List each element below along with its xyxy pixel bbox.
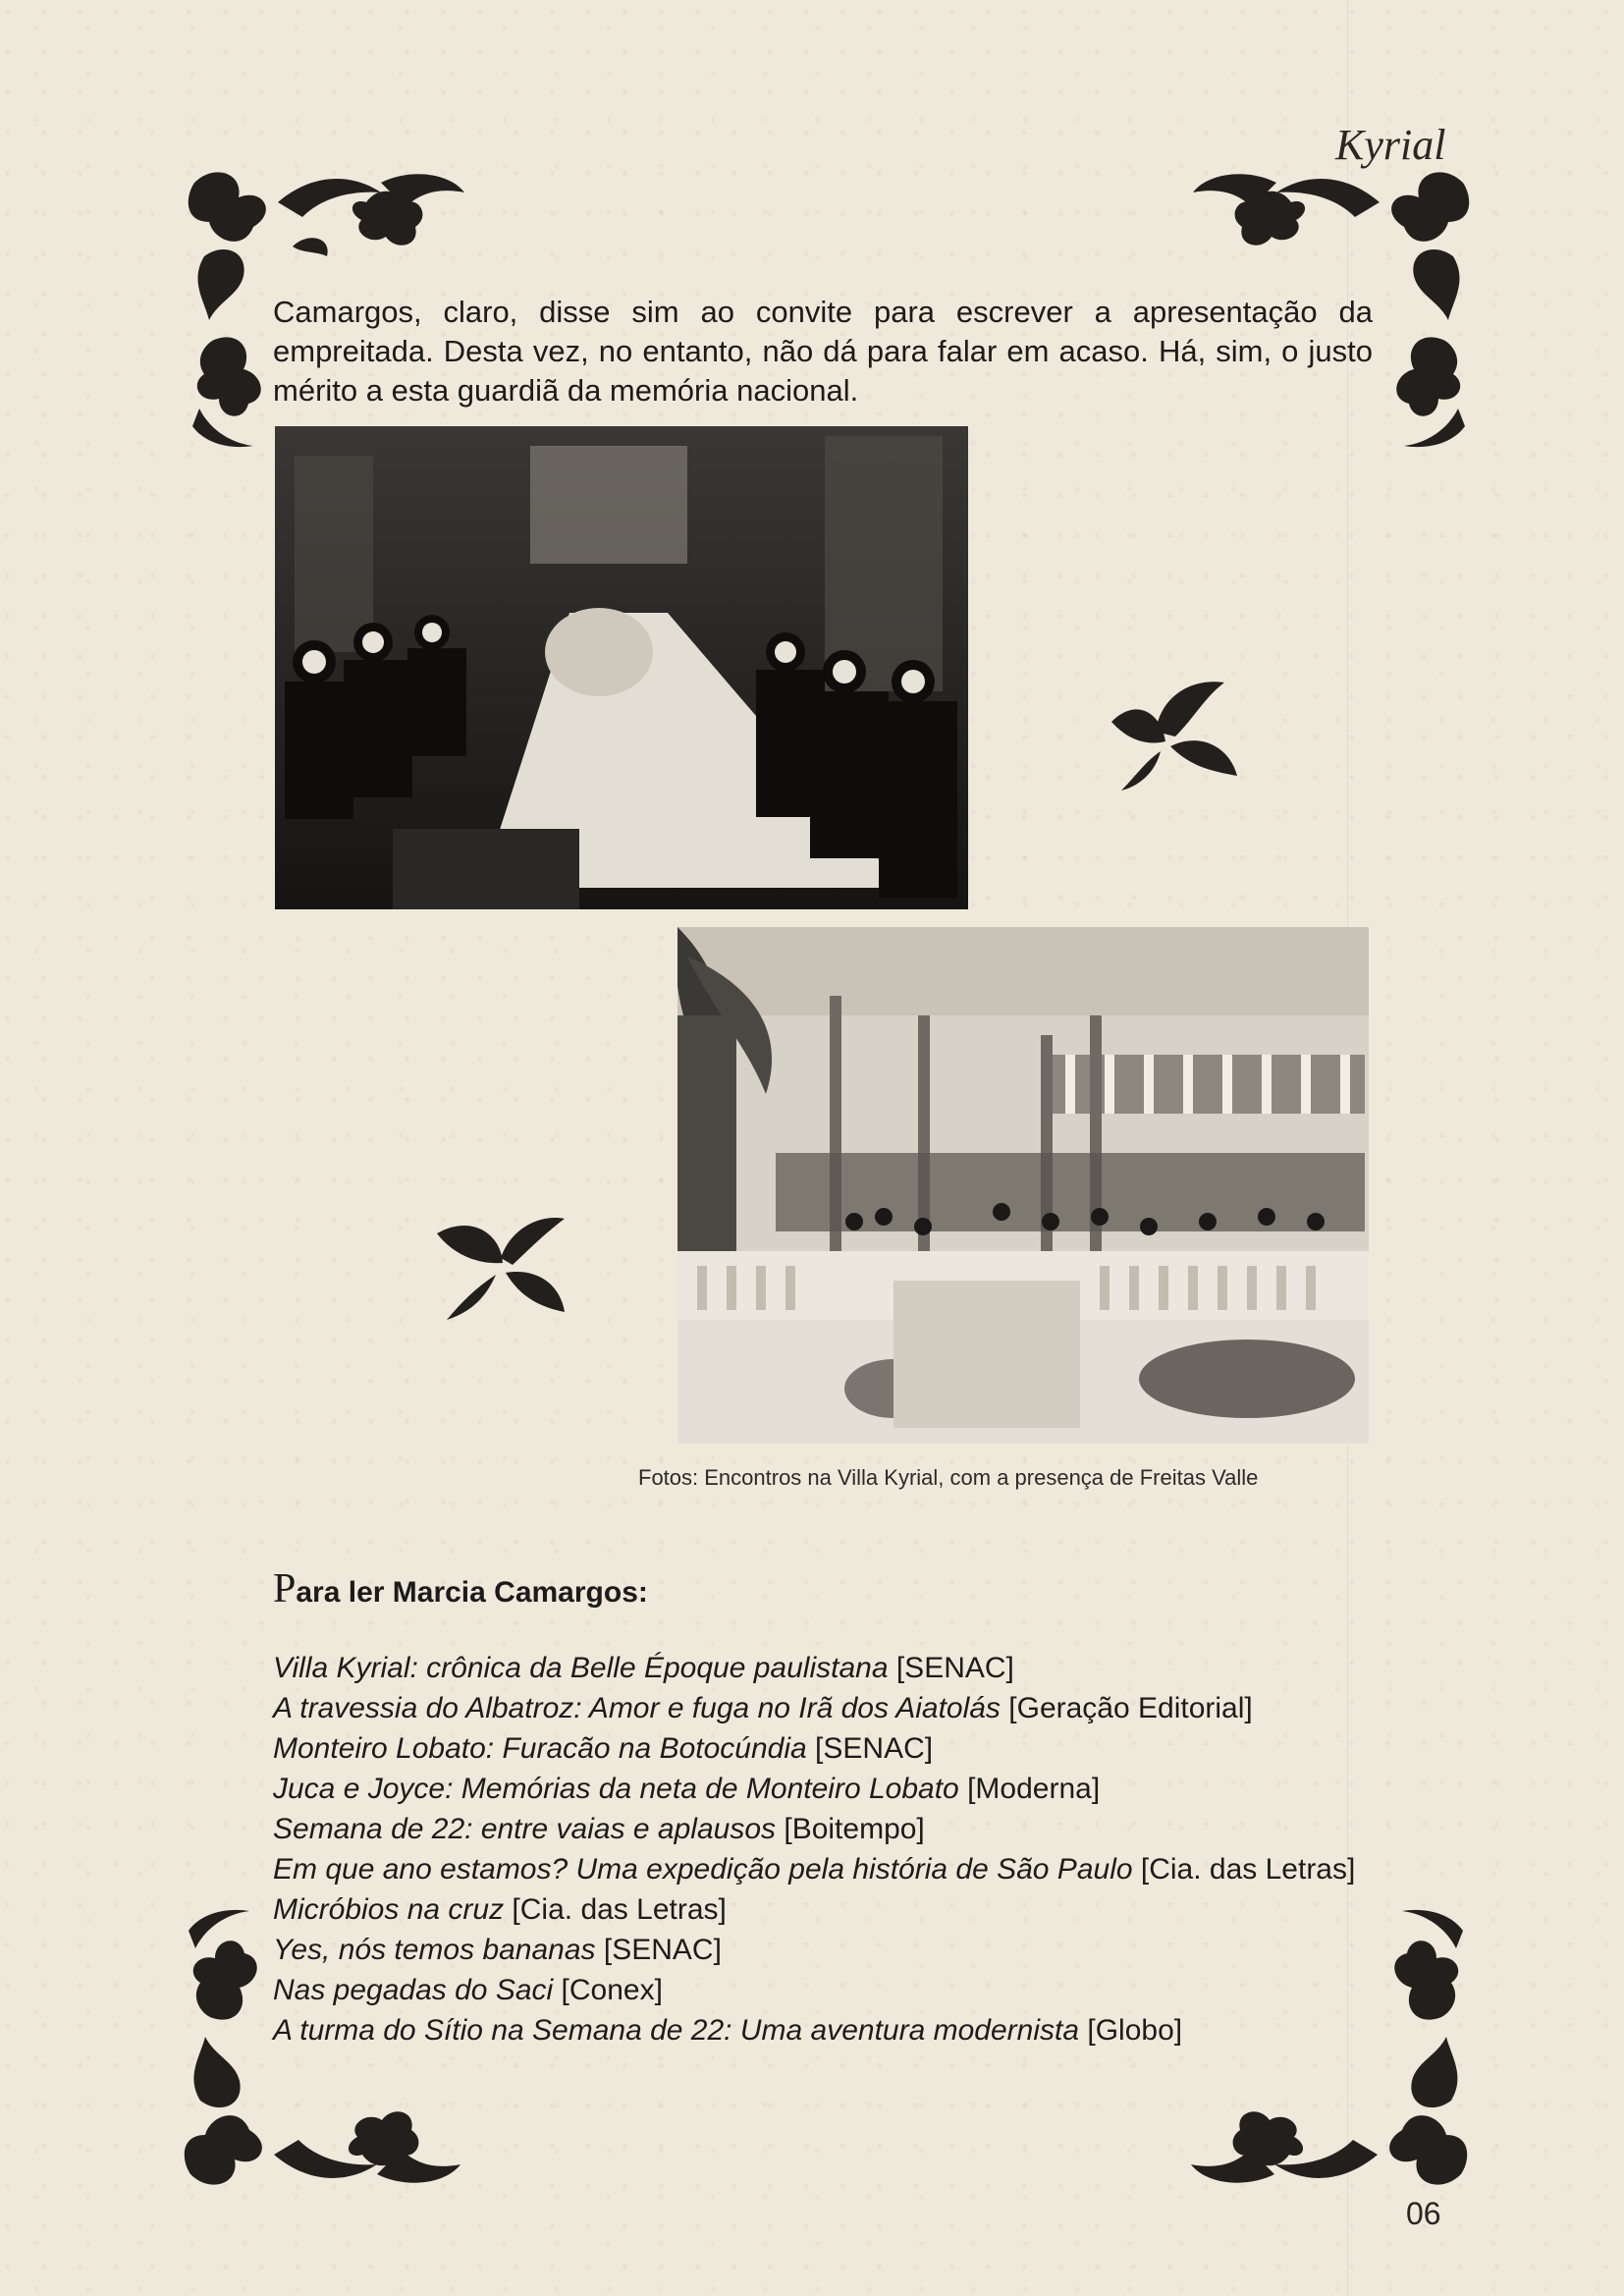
book-item [273, 1688, 1392, 1728]
book-publisher: [Boitempo] [784, 1813, 925, 1845]
book-item [273, 1648, 1392, 1688]
book-title: Monteiro Lobato: Furacão na Botocúndia [273, 1732, 807, 1765]
bibliography-list [273, 1648, 1392, 2050]
header-brand: Kyrial [1335, 121, 1446, 169]
intro-paragraph: Camargos, claro, disse sim ao convite para escrever a apresentação da empreitada. Desta vez, no entanto, não dá para falar em acaso. Há, sim, o justo mérito a esta guardiã da memória nacional. [273, 295, 1373, 408]
book-title: Semana de 22: entre vaias e aplausos [273, 1813, 777, 1845]
book-publisher: [Globo] [1087, 2014, 1183, 2047]
book-title: Micróbios na cruz [273, 1893, 505, 1926]
leaf-ornament-icon [432, 1204, 569, 1322]
book-title: Nas pegadas do Saci [273, 1974, 554, 2006]
book-item [273, 1769, 1392, 1809]
book-item [273, 1849, 1392, 1889]
book-item [273, 1930, 1392, 1970]
veranda-photo [677, 927, 1369, 1444]
book-item [273, 1889, 1392, 1930]
page-number: 06 [1406, 2196, 1441, 2231]
section-title-dropcap: P [273, 1566, 297, 1612]
book-title: Em que ano estamos? Uma expedição pela história de São Paulo [273, 1853, 1133, 1886]
book-title: A turma do Sítio na Semana de 22: Uma aventura modernista [273, 2014, 1080, 2047]
book-publisher: [Conex] [561, 1974, 663, 2006]
leaf-ornament-icon [1102, 678, 1239, 795]
book-title: Juca e Joyce: Memórias da neta de Monteiro Lobato [273, 1773, 959, 1805]
book-item [273, 1970, 1392, 2010]
book-title: A travessia do Albatroz: Amor e fuga no Irã dos Aiatolás [273, 1692, 1001, 1724]
book-item [273, 2010, 1392, 2050]
banquet-photo [275, 426, 968, 909]
book-publisher: [Cia. das Letras] [512, 1893, 727, 1926]
book-title: Villa Kyrial: crônica da Belle Époque paulistana [273, 1652, 889, 1684]
book-publisher: [SENAC] [895, 1652, 1014, 1684]
book-publisher: [SENAC] [603, 1934, 722, 1966]
book-item [273, 1809, 1392, 1849]
book-item [273, 1728, 1392, 1769]
section-title-text: ara ler Marcia Camargos: [296, 1576, 648, 1609]
section-title [273, 1565, 648, 1613]
book-publisher: [SENAC] [815, 1732, 934, 1765]
book-publisher: [Moderna] [967, 1773, 1101, 1805]
photo-caption: Fotos: Encontros na Villa Kyrial, com a presença de Freitas Valle [638, 1465, 1259, 1490]
book-publisher: [Cia. das Letras] [1140, 1853, 1356, 1886]
book-title: Yes, nós temos bananas [273, 1934, 596, 1966]
book-publisher: [Geração Editorial] [1008, 1692, 1253, 1724]
